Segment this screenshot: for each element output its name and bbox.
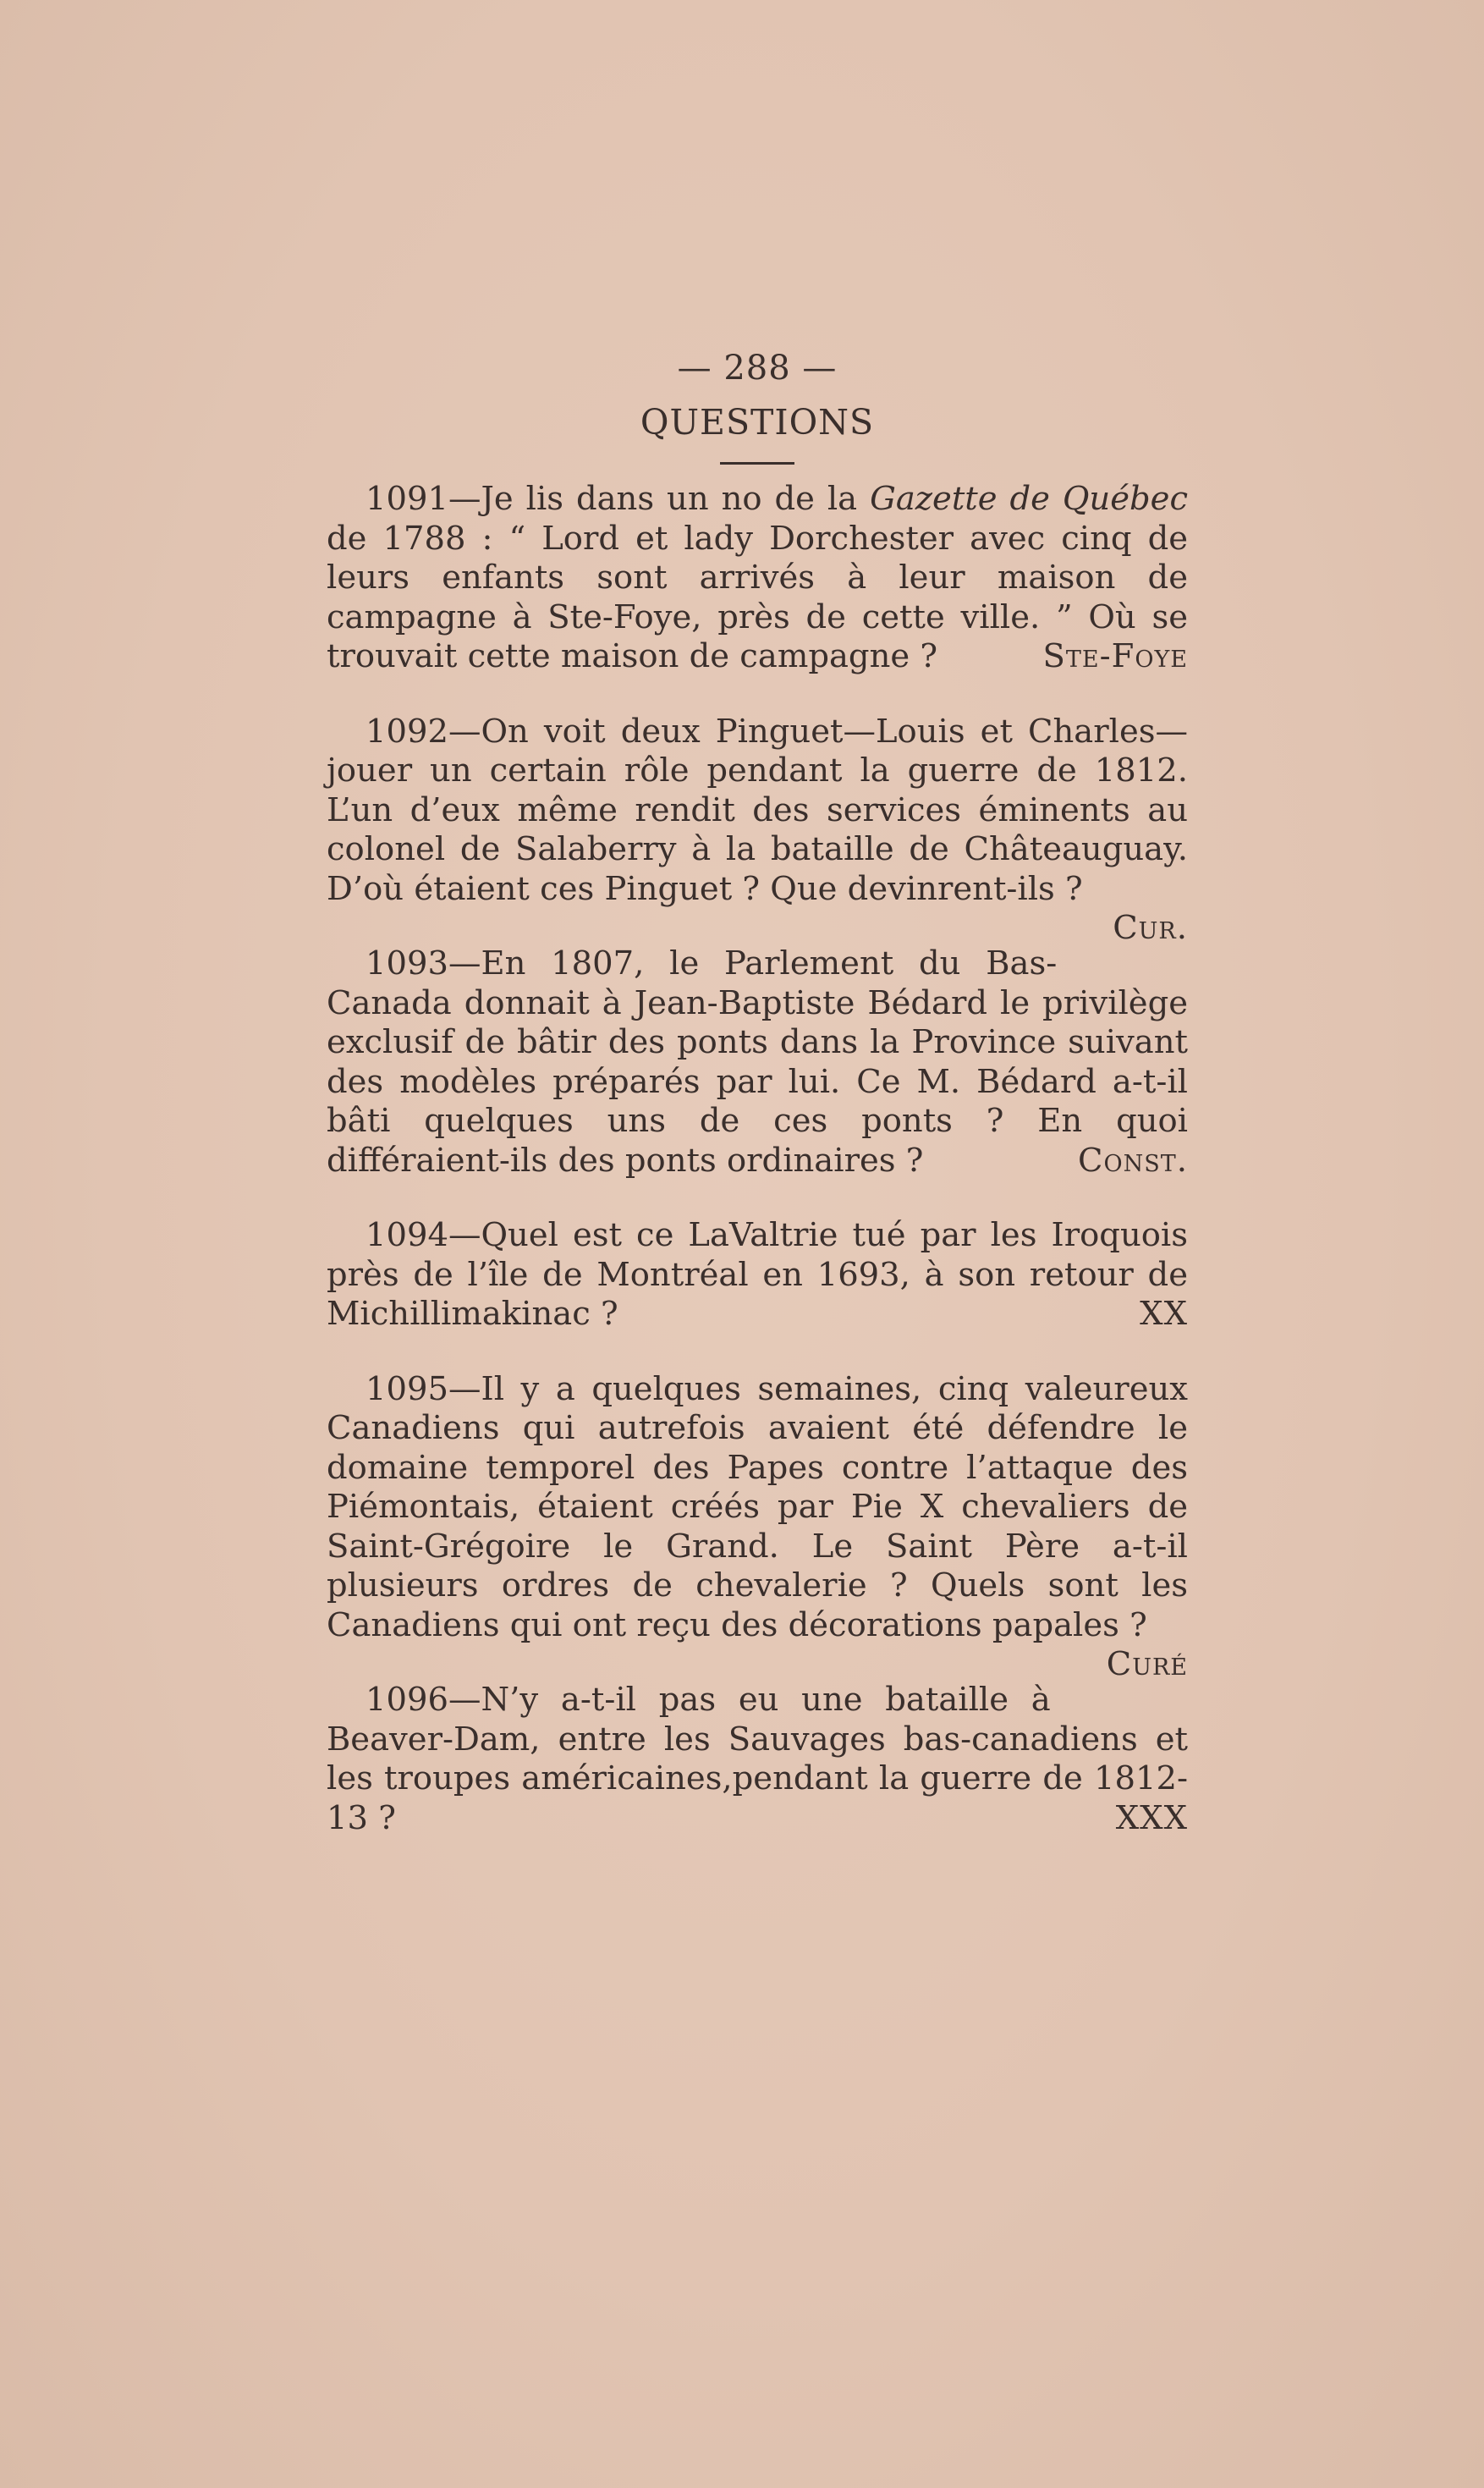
question-text: de 1788 : “ Lord et lady Dorchester avec cinq de leurs enfants sont arrivés à leur maison de campagne à Ste-Foye, près de cette ville. ” Où se trouvait cette maison de campagne ? [327, 519, 1188, 675]
question-1092 [327, 712, 1188, 947]
question-text: —N’y a-t-il pas eu une bataille à Beaver-Dam, entre les Sauvages bas-canadiens et les troupes américaines,pendant la guerre de 1812-13 ? [327, 1681, 1188, 1837]
question-number: 1093 [366, 944, 448, 983]
question-number: 1095 [366, 1369, 448, 1408]
question-1094 [327, 1216, 1188, 1335]
page-number: — 288 — [677, 349, 838, 388]
question-signature: Const. [1078, 1141, 1188, 1180]
question-text: —Je lis dans un no de la [448, 480, 871, 518]
question-signature: Cur. [1113, 909, 1188, 947]
question-signature: XX [1140, 1295, 1188, 1333]
question-text: —Quel est ce LaValtrie tué par les Iroquois près de l’île de Montréal en 1693, à son retour de Michillimakinac ? [327, 1216, 1188, 1333]
question-signature: Curé [1106, 1645, 1188, 1683]
question-italic-title: Gazette de Québec [870, 480, 1189, 518]
question-text: —On voit deux Pinguet—Louis et Charles—jouer un certain rôle pendant la guerre de 1812. L’un d’eux même rendit des services éminents au colonel de Salaberry à la bataille de Châteauguay. D’où étaient ces Pinguet ? Que devinrent-ils ? [327, 712, 1188, 908]
question-text: —En 1807, le Parlement du Bas-Canada donnait à Jean-Baptiste Bédard le privilège exclusif de bâtir des ponts dans la Province suivant des modèles préparés par lui. Ce M. Bédard a-t-il bâti quelques uns de ces ponts ? En quoi différaient-ils des ponts ordinaires ? [327, 944, 1188, 1180]
question-signature: XXX [1115, 1798, 1188, 1837]
question-text: —Il y a quelques semaines, cinq valeureux Canadiens qui autrefois avaient été défendre le domaine temporel des Papes contre l’attaque des Piémontais, étaient créés par Pie X chevaliers de Saint-Grégoire le Grand. Le Saint Père a-t-il plusieurs ordres de chevalerie ? Quels sont les Canadiens qui ont reçu des décorations papales ? [327, 1369, 1188, 1644]
question-number: 1092 [366, 712, 448, 751]
question-number: 1091 [366, 480, 448, 518]
question-1091 [327, 480, 1188, 677]
section-title: QUESTIONS [640, 402, 875, 443]
question-signature: Ste-Foye [1042, 637, 1188, 675]
text-block [327, 339, 1188, 1874]
question-1095 [327, 1369, 1188, 1683]
question-1093 [327, 944, 1188, 1181]
question-1096 [327, 1681, 1188, 1838]
title-rule [720, 462, 794, 465]
question-number: 1096 [366, 1681, 448, 1719]
question-number: 1094 [366, 1216, 448, 1254]
